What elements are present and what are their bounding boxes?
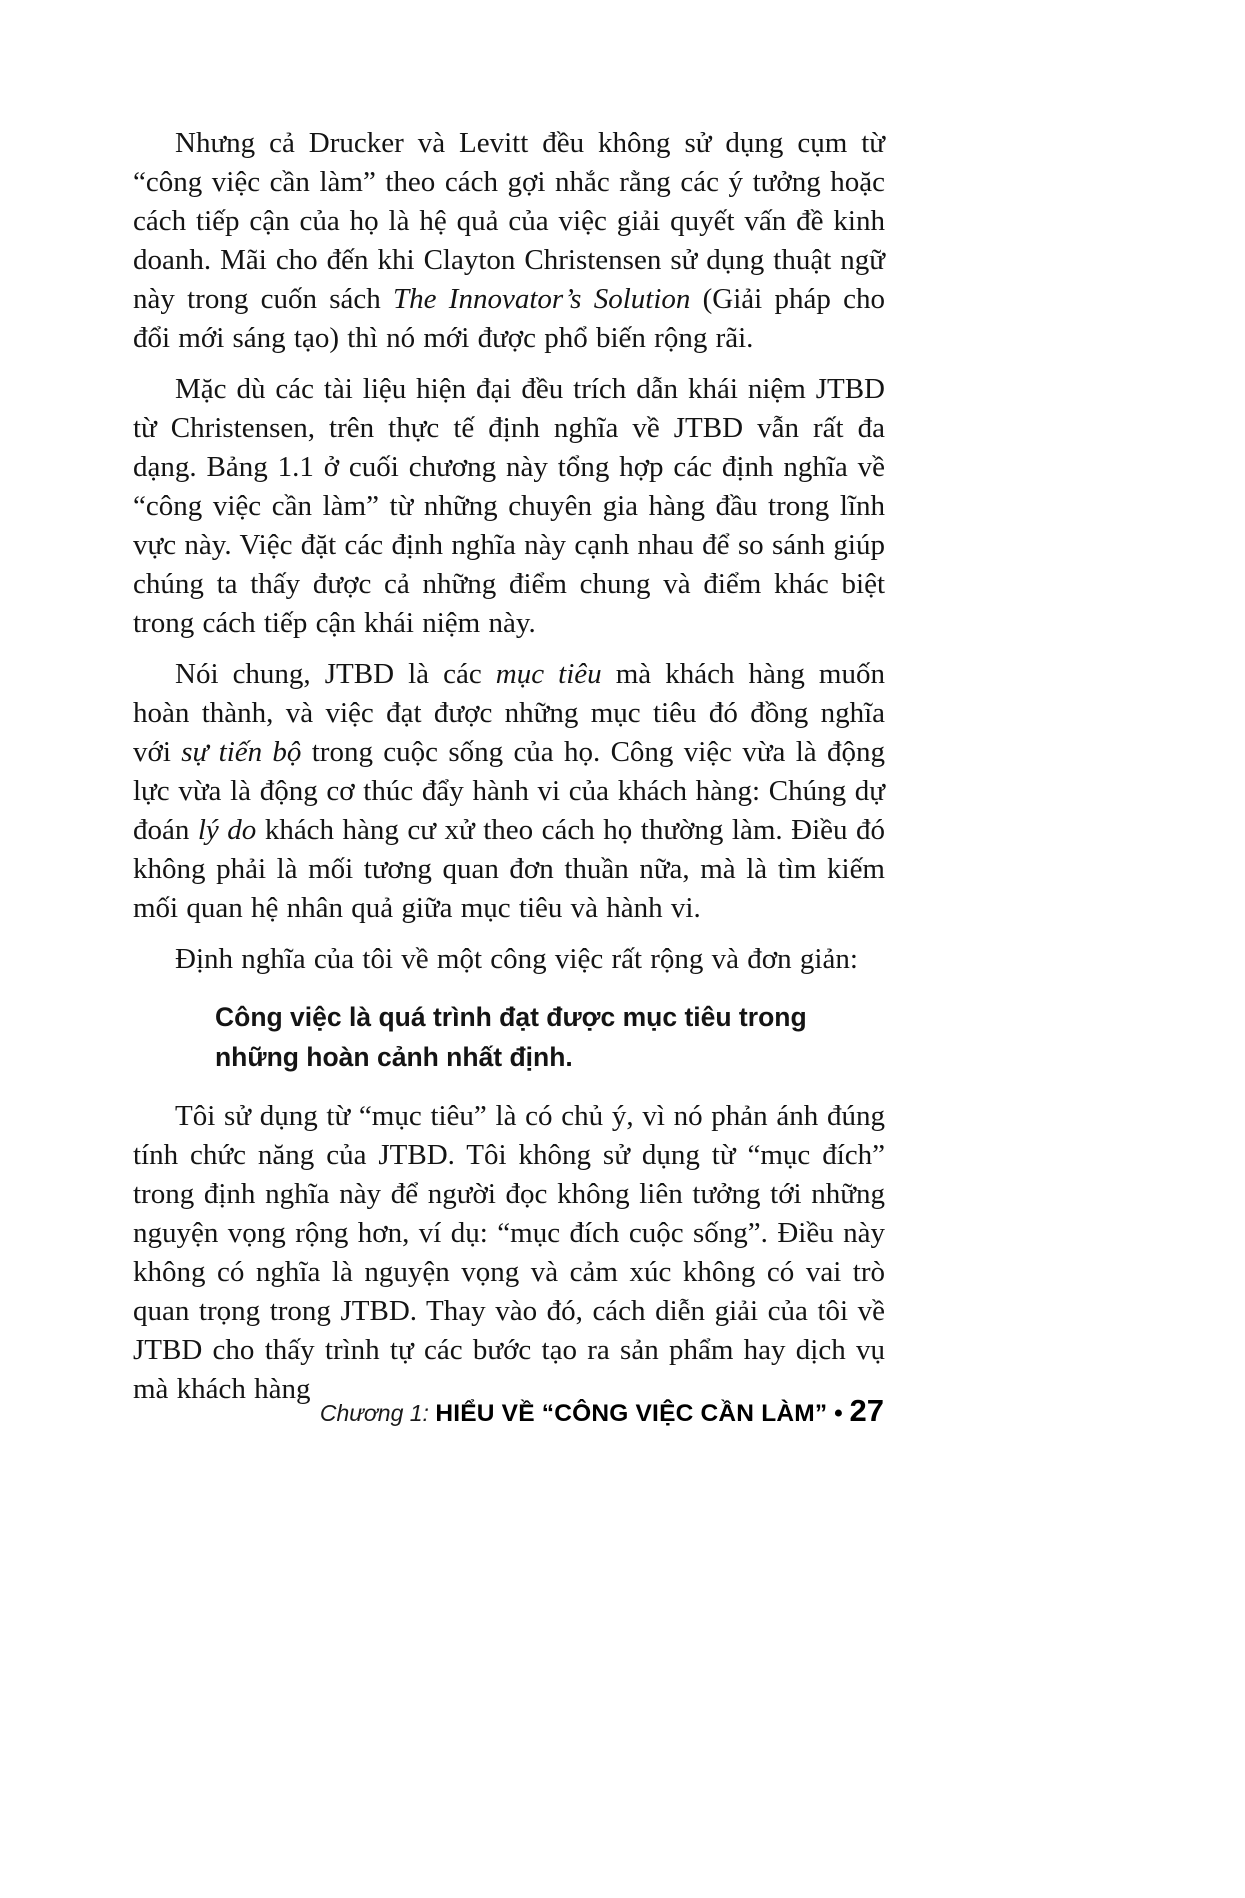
text-run: Nói chung, JTBD là các [175,658,496,690]
italic-term: mục tiêu [495,658,602,690]
text-run: Nhưng cả Drucker và Levitt đều không sử dụng cụm từ “công việc cần làm” theo cách gợi nhắc rằng các ý tưởng hoặc cách tiếp cận của họ là hệ quả của việc giải quyết vấn đề kinh doanh. Mãi cho đến khi Clayton Christensen sử dụng thuật ngữ này trong cuốn sách [133,127,885,315]
definition-quote-block [215,997,885,1077]
quote-text: Công việc là quá trình đạt được mục tiêu trong những hoàn cảnh nhất định. [215,1002,807,1072]
text-run: Mặc dù các tài liệu hiện đại đều trích dẫn khái niệm JTBD từ Christensen, trên thực tế định nghĩa về JTBD vẫn rất đa dạng. Bảng 1.1 ở cuối chương này tổng hợp các định nghĩa về “công việc cần làm” từ những chuyên gia hàng đầu trong lĩnh vực này. Việc đặt các định nghĩa này cạnh nhau để so sánh giúp chúng ta thấy được cả những điểm chung và điểm khác biệt trong cách tiếp cận khái niệm này. [133,373,885,639]
text-run: Tôi sử dụng từ “mục tiêu” là có chủ ý, vì nó phản ánh đúng tính chức năng của JTBD. Tôi không sử dụng từ “mục đích” trong định nghĩa này để người đọc không liên tưởng tới những nguyện vọng rộng hơn, ví dụ: “mục đích cuộc sống”. Điều này không có nghĩa là nguyện vọng và cảm xúc không có vai trò quan trọng trong JTBD. Thay vào đó, cách diễn giải của tôi về JTBD cho thấy trình tự các bước tạo ra sản phẩm hay dịch vụ mà khách hàng [133,1100,885,1405]
paragraph-jtbd-goals [133,655,885,928]
paragraph-definitions-table [133,370,885,643]
italic-term: lý do [197,814,257,846]
book-title-italic: The Innovator’s Solution [393,283,691,315]
text-run: khách hàng cư xử theo cách họ thường làm. Điều đó không phải là mối tương quan đơn thuần nữa, mà là tìm kiếm mối quan hệ nhân quả giữa mục tiêu và hành vi. [133,814,885,924]
paragraph-goal-word-choice [133,1097,885,1409]
page-number: 27 [849,1393,884,1428]
chapter-label: Chương 1: [319,1400,436,1426]
page-footer [320,1393,884,1429]
footer-bullet-separator: • [827,1400,850,1427]
italic-term: sự tiến bộ [181,736,302,768]
text-run: trong cuộc sống của họ. Công việc vừa là động lực vừa là động cơ thúc đẩy hành vi của khách hàng: Chúng dự đoán [133,736,885,846]
paragraph-definition-intro [133,940,885,979]
page-body-text [133,124,885,1421]
text-run: (Giải pháp cho đổi mới sáng tạo) thì nó mới được phổ biến rộng rãi. [133,283,885,354]
text-run: Định nghĩa của tôi về một công việc rất rộng và đơn giản: [175,943,858,975]
chapter-title: HIỂU VỀ “CÔNG VIỆC CẦN LÀM” [435,1400,828,1427]
paragraph-drucker-levitt [133,124,885,358]
text-run: mà khách hàng muốn hoàn thành, và việc đạt được những mục tiêu đó đồng nghĩa với [133,658,885,768]
